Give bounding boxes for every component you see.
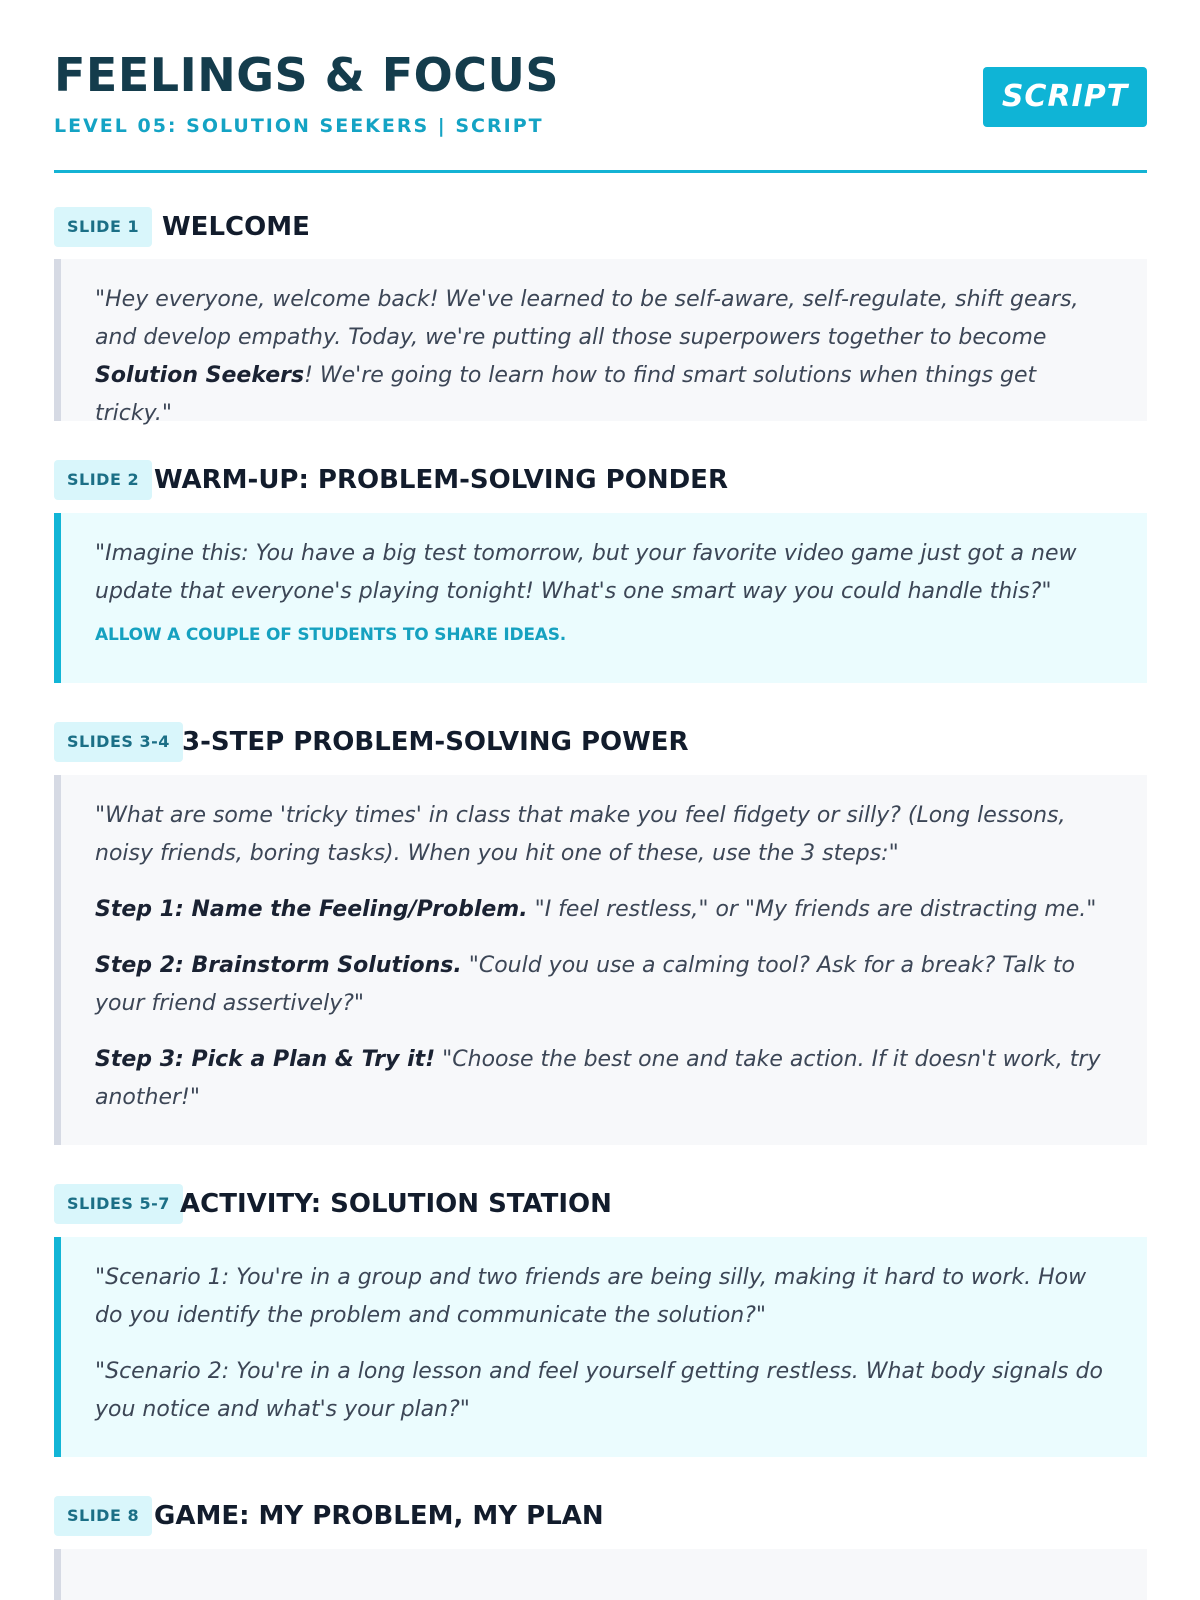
script-quote: "Imagine this: You have a big test tomorrow, but your favorite video game just got a new update that everyone's playing tonight! What's one smart way you could handle this?" — [95, 541, 1077, 604]
section-header — [54, 722, 1147, 762]
section-slide-1 — [54, 207, 1147, 247]
script-quote: "What are some 'tricky times' in class that make you feel fidgety or silly? (Long lessons, noisy friends, boring tasks). When you hit one of these, use the 3 steps:" — [95, 803, 1066, 866]
slide-tag: SLIDES 5-7 — [54, 1184, 183, 1224]
step-text: "I feel restless," or "My friends are distracting me." — [527, 897, 1097, 922]
step-label: Step 2: Brainstorm Solutions. — [95, 953, 462, 978]
scenario-1: "Scenario 1: You're in a group and two friends are being silly, making it hard to work. How do you identify the problem and communicate the solution?" — [95, 1265, 1087, 1328]
step-text: "Choose the best one and take action. If it doesn't work, try another!" — [95, 1047, 1101, 1110]
page-header — [54, 0, 1147, 173]
section-title: GAME: MY PROBLEM, MY PLAN — [154, 1501, 604, 1531]
script-box — [54, 1549, 1147, 1600]
quote-emphasis: Solution Seekers — [95, 363, 305, 388]
section-slides-3-4 — [54, 722, 1147, 762]
step-1 — [95, 891, 1117, 929]
script-box — [54, 259, 1147, 426]
section-title: 3-STEP PROBLEM-SOLVING POWER — [182, 727, 689, 757]
slide-tag: SLIDE 8 — [54, 1496, 152, 1536]
step-label: Step 1: Name the Feeling/Problem. — [95, 897, 528, 922]
slide-tag: SLIDE 1 — [54, 207, 152, 247]
section-slide-2 — [54, 460, 1147, 500]
section-slide-8 — [54, 1496, 1147, 1536]
section-header — [54, 460, 1147, 500]
slide-tag: SLIDE 2 — [54, 460, 152, 500]
teacher-instruction: ALLOW A COUPLE OF STUDENTS TO SHARE IDEAS. — [95, 625, 567, 645]
quote-text: "Hey everyone, welcome back! We've learned to be self-aware, self-regulate, shift gears, and develop empathy. Today, we're putting all those superpowers together to become — [95, 287, 1079, 350]
script-quote — [95, 281, 1117, 433]
section-title: WARM-UP: PROBLEM-SOLVING PONDER — [154, 465, 728, 495]
quote-text: ! We're going to learn how to find smart solutions when things get tricky." — [95, 363, 1037, 426]
section-title: WELCOME — [162, 212, 310, 242]
script-page — [54, 0, 1147, 1531]
step-text: "Could you use a calming tool? Ask for a break? Talk to your friend assertively?" — [95, 953, 1075, 1016]
page-title: FEELINGS & FOCUS — [54, 48, 559, 102]
script-box — [54, 1237, 1147, 1457]
script-box — [54, 513, 1147, 683]
section-slides-5-7 — [54, 1184, 1147, 1224]
step-2 — [95, 947, 1117, 1023]
script-box — [54, 775, 1147, 1145]
page-subtitle: LEVEL 05: SOLUTION SEEKERS | SCRIPT — [54, 115, 544, 137]
step-label: Step 3: Pick a Plan & Try it! — [95, 1047, 436, 1072]
scenario-2: "Scenario 2: You're in a long lesson and feel yourself getting restless. What body signals do you notice and what's your plan?" — [95, 1359, 1103, 1422]
section-header — [54, 207, 1147, 247]
step-3 — [95, 1041, 1117, 1117]
script-badge: SCRIPT — [983, 67, 1147, 127]
section-header — [54, 1184, 1147, 1224]
section-header — [54, 1496, 1147, 1536]
section-title: ACTIVITY: SOLUTION STATION — [180, 1189, 612, 1219]
slide-tag: SLIDES 3-4 — [54, 722, 183, 762]
